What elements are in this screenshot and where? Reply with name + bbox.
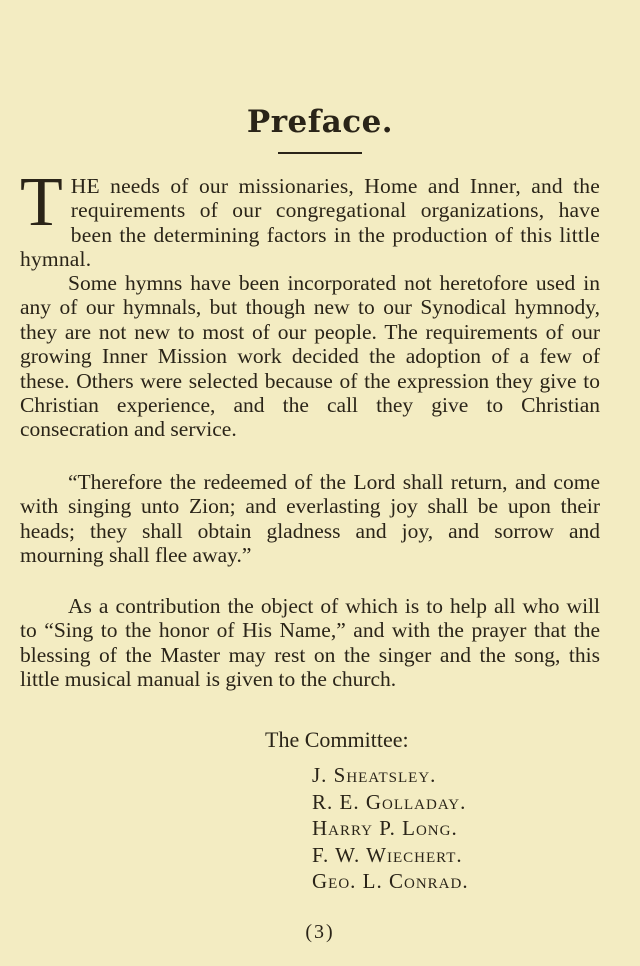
paragraph-3-quotation: “Therefore the redeemed of the Lord shall return, and come with singing unto Zion; and everlasting joy shall be upon their heads; they shall obtain gladness and joy, and sorrow and mourning shall flee away.” xyxy=(20,470,600,568)
committee-member: Geo. L. Conrad. xyxy=(312,869,469,893)
paragraph-1 xyxy=(20,164,600,272)
paragraph-4: As a contribution the object of which is to help all who will to “Sing to the honor of His Name,” and with the prayer that the blessing of the Master may rest on the singer and the song, this little musical manual is given to the church. xyxy=(20,594,600,692)
paragraph-2: Some hymns have been incorporated not heretofore used in any of our hymnals, but though new to our Synodical hymnody, they are not new to most of our people. The requirements of our growing Inner Mission work decided the adoption of a few of these. Others were selected because of the expression they give to Christian experience, and the call they give to Christian consecration and service. xyxy=(20,271,600,442)
committee-list xyxy=(312,762,469,895)
committee-member: F. W. Wiechert. xyxy=(312,842,463,867)
drop-cap: T xyxy=(20,164,63,241)
committee-member: R. E. Golladay. xyxy=(312,789,467,814)
title-divider xyxy=(278,152,362,154)
page-title: Preface. xyxy=(246,104,394,140)
committee-member: Harry P. Long. xyxy=(312,816,458,840)
page-number: (3) xyxy=(305,921,335,943)
paragraph-1-text: HE needs of our missionaries, Home and Inner, and the requirements of our congregational organizations, have been the determining factors in the production of this little hymnal. xyxy=(20,174,600,272)
committee-member: J. Sheatsley. xyxy=(312,763,437,787)
signature-lead: The Committee: xyxy=(265,727,409,752)
